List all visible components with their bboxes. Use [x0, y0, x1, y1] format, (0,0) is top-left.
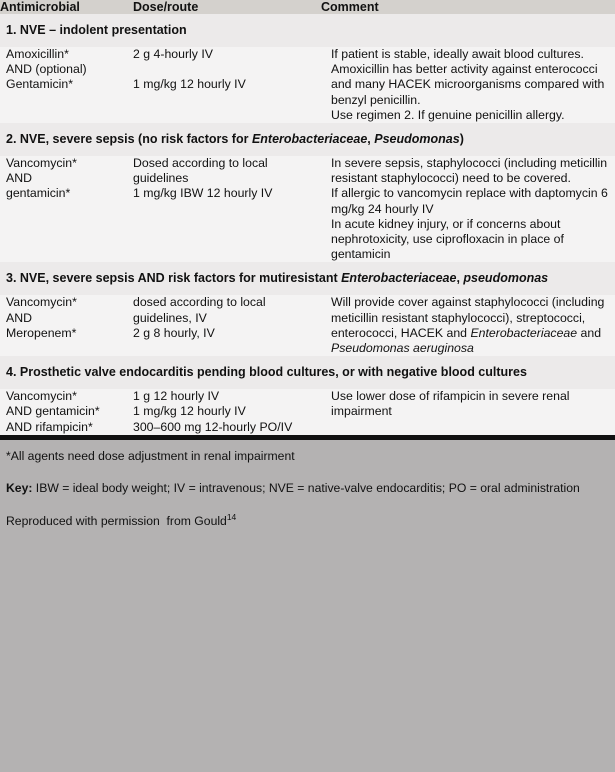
footnote-credit: Reproduced with permission from Gould$^{14}$ — [6, 511, 237, 528]
section-heading-cell-1 — [0, 14, 615, 47]
cell-dose-1: 2 g 4-hourly IV 1 mg/kg 12 hourly IV — [133, 47, 321, 123]
column-header-comment: Comment — [321, 0, 615, 14]
cell-dose-2: Dosed according to local guidelines 1 mg/kg IBW 12 hourly IV — [133, 156, 321, 262]
table-row — [0, 156, 615, 262]
table-header-row — [0, 0, 615, 14]
column-header-antimicrobial: Antimicrobial — [0, 0, 133, 14]
section-heading-1: 1. NVE – indolent presentation — [0, 14, 615, 47]
column-header-dose-route: Dose/route — [133, 0, 321, 14]
table-footnotes — [0, 440, 615, 772]
table-row — [0, 389, 615, 435]
cell-dose-4: 1 g 12 hourly IV 1 mg/kg 12 hourly IV 300–600 mg 12-hourly PO/IV — [133, 389, 321, 435]
cell-comment-4: Use lower dose of rifampicin in severe renal impairment — [321, 389, 615, 435]
section-heading-row-3 — [0, 262, 615, 295]
table-body — [0, 14, 615, 435]
table-row — [0, 47, 615, 123]
section-heading-4: 4. Prosthetic valve endocarditis pending blood cultures, or with negative blood cultures — [0, 356, 615, 389]
cell-comment-3: Will provide cover against staphylococci (including meticillin resistant staphylococci), streptococci, enterococci, HACEK and Enterobacteriaceae and Pseudomonas aeruginosa — [321, 295, 615, 356]
section-heading-cell-2 — [0, 123, 615, 156]
cell-antimicrobial-4: Vancomycin* AND gentamicin* AND rifampicin* — [0, 389, 133, 435]
section-heading-row-2 — [0, 123, 615, 156]
cell-dose-3: dosed according to local guidelines, IV 2 g 8 hourly, IV — [133, 295, 321, 356]
footnote-key: Key: IBW = ideal body weight; IV = intravenous; NVE = native-valve endocarditis; PO = oral administration — [6, 481, 580, 496]
footnote-asterisk: *All agents need dose adjustment in renal impairment — [6, 448, 295, 463]
table-row — [0, 295, 615, 356]
table-header — [0, 0, 615, 14]
section-heading-3: 3. NVE, severe sepsis AND risk factors for mutiresistant Enterobacteriaceae, pseudomonas — [0, 262, 615, 295]
section-heading-cell-4 — [0, 356, 615, 389]
cell-comment-1: If patient is stable, ideally await blood cultures. Amoxicillin has better activity against enterococci and many HACEK microorganisms compared with benzyl penicillin. Use regimen 2. If genuine penicillin allergy. — [321, 47, 615, 123]
cell-comment-2: In severe sepsis, staphylococci (including meticillin resistant staphylococci) need to be covered. If allergic to vancomycin replace with daptomycin 6 mg/kg 24 hourly IV In acute kidney injury, or if concerns about nephrotoxicity, use ciprofloxacin in place of gentamicin — [321, 156, 615, 262]
cell-antimicrobial-1: Amoxicillin* AND (optional) Gentamicin* — [0, 47, 133, 123]
section-heading-2: 2. NVE, severe sepsis (no risk factors for Enterobacteriaceae, Pseudomonas) — [0, 123, 615, 156]
cell-antimicrobial-3: Vancomycin* AND Meropenem* — [0, 295, 133, 356]
section-heading-row-4 — [0, 356, 615, 389]
section-heading-cell-3 — [0, 262, 615, 295]
cell-antimicrobial-2: Vancomycin* AND gentamicin* — [0, 156, 133, 262]
section-heading-row-1 — [0, 14, 615, 47]
